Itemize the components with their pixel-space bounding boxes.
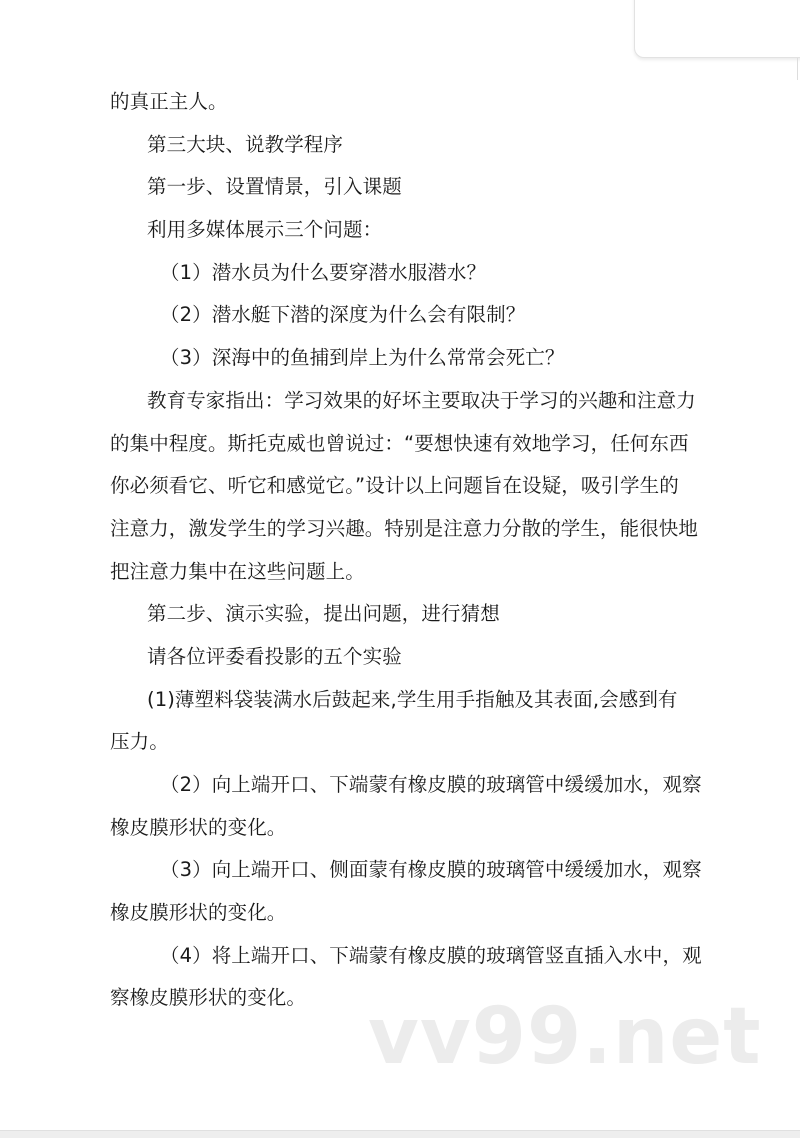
text-line: 察橡皮膜形状的变化。 [110,986,307,1010]
text-line: 利用多媒体展示三个问题： [147,218,383,242]
text-line: 注意力，激发学生的学习兴趣。特别是注意力分散的学生，能很快地 [110,516,699,540]
text-line: 把注意力集中在这些问题上。 [110,559,365,583]
text-line: (1)薄塑料袋装满水后鼓起来,学生用手指触及其表面,会感到有 [147,687,678,711]
text-line: 的真正主人。 [110,90,228,113]
corner-panel [634,0,800,58]
text-line: （3）向上端开口、侧面蒙有橡皮膜的玻璃管中缓缓加水，观察 [160,858,702,882]
text-line: 你必须看它、听它和感觉它。”设计以上问题旨在设疑，吸引学生的 [110,474,679,498]
text-line: （2）向上端开口、下端蒙有橡皮膜的玻璃管中缓缓加水，观察 [160,773,702,796]
text-line: 橡皮膜形状的变化。 [110,815,287,839]
text-line: （4）将上端开口、下端蒙有橡皮膜的玻璃管竖直插入水中，观 [160,943,702,967]
text-line: 第二步、演示实验，提出问题，进行猜想 [147,602,500,626]
text-line: （2）潜水艇下潜的深度为什么会有限制？ [160,303,526,327]
divider [797,58,798,80]
text-line: 教育专家指出：学习效果的好坏主要取决于学习的兴趣和注意力 [147,388,696,412]
text-line: （1）潜水员为什么要穿潜水服潜水？ [160,260,487,284]
text-line: 压力。 [110,730,169,754]
watermark: vv99.net [368,992,762,1082]
text-line: （3）深海中的鱼捕到岸上为什么常常会死亡？ [160,346,565,370]
text-line: 请各位评委看投影的五个实验 [147,644,402,668]
text-line: 橡皮膜形状的变化。 [110,901,287,925]
document-body [110,81,702,1020]
text-line: 的集中程度。斯托克威也曾说过：“要想快速有效地学习，任何东西 [110,431,689,455]
text-line: 第一步、设置情景，引入课题 [147,175,402,199]
text-line: 第三大块、说教学程序 [147,132,344,156]
